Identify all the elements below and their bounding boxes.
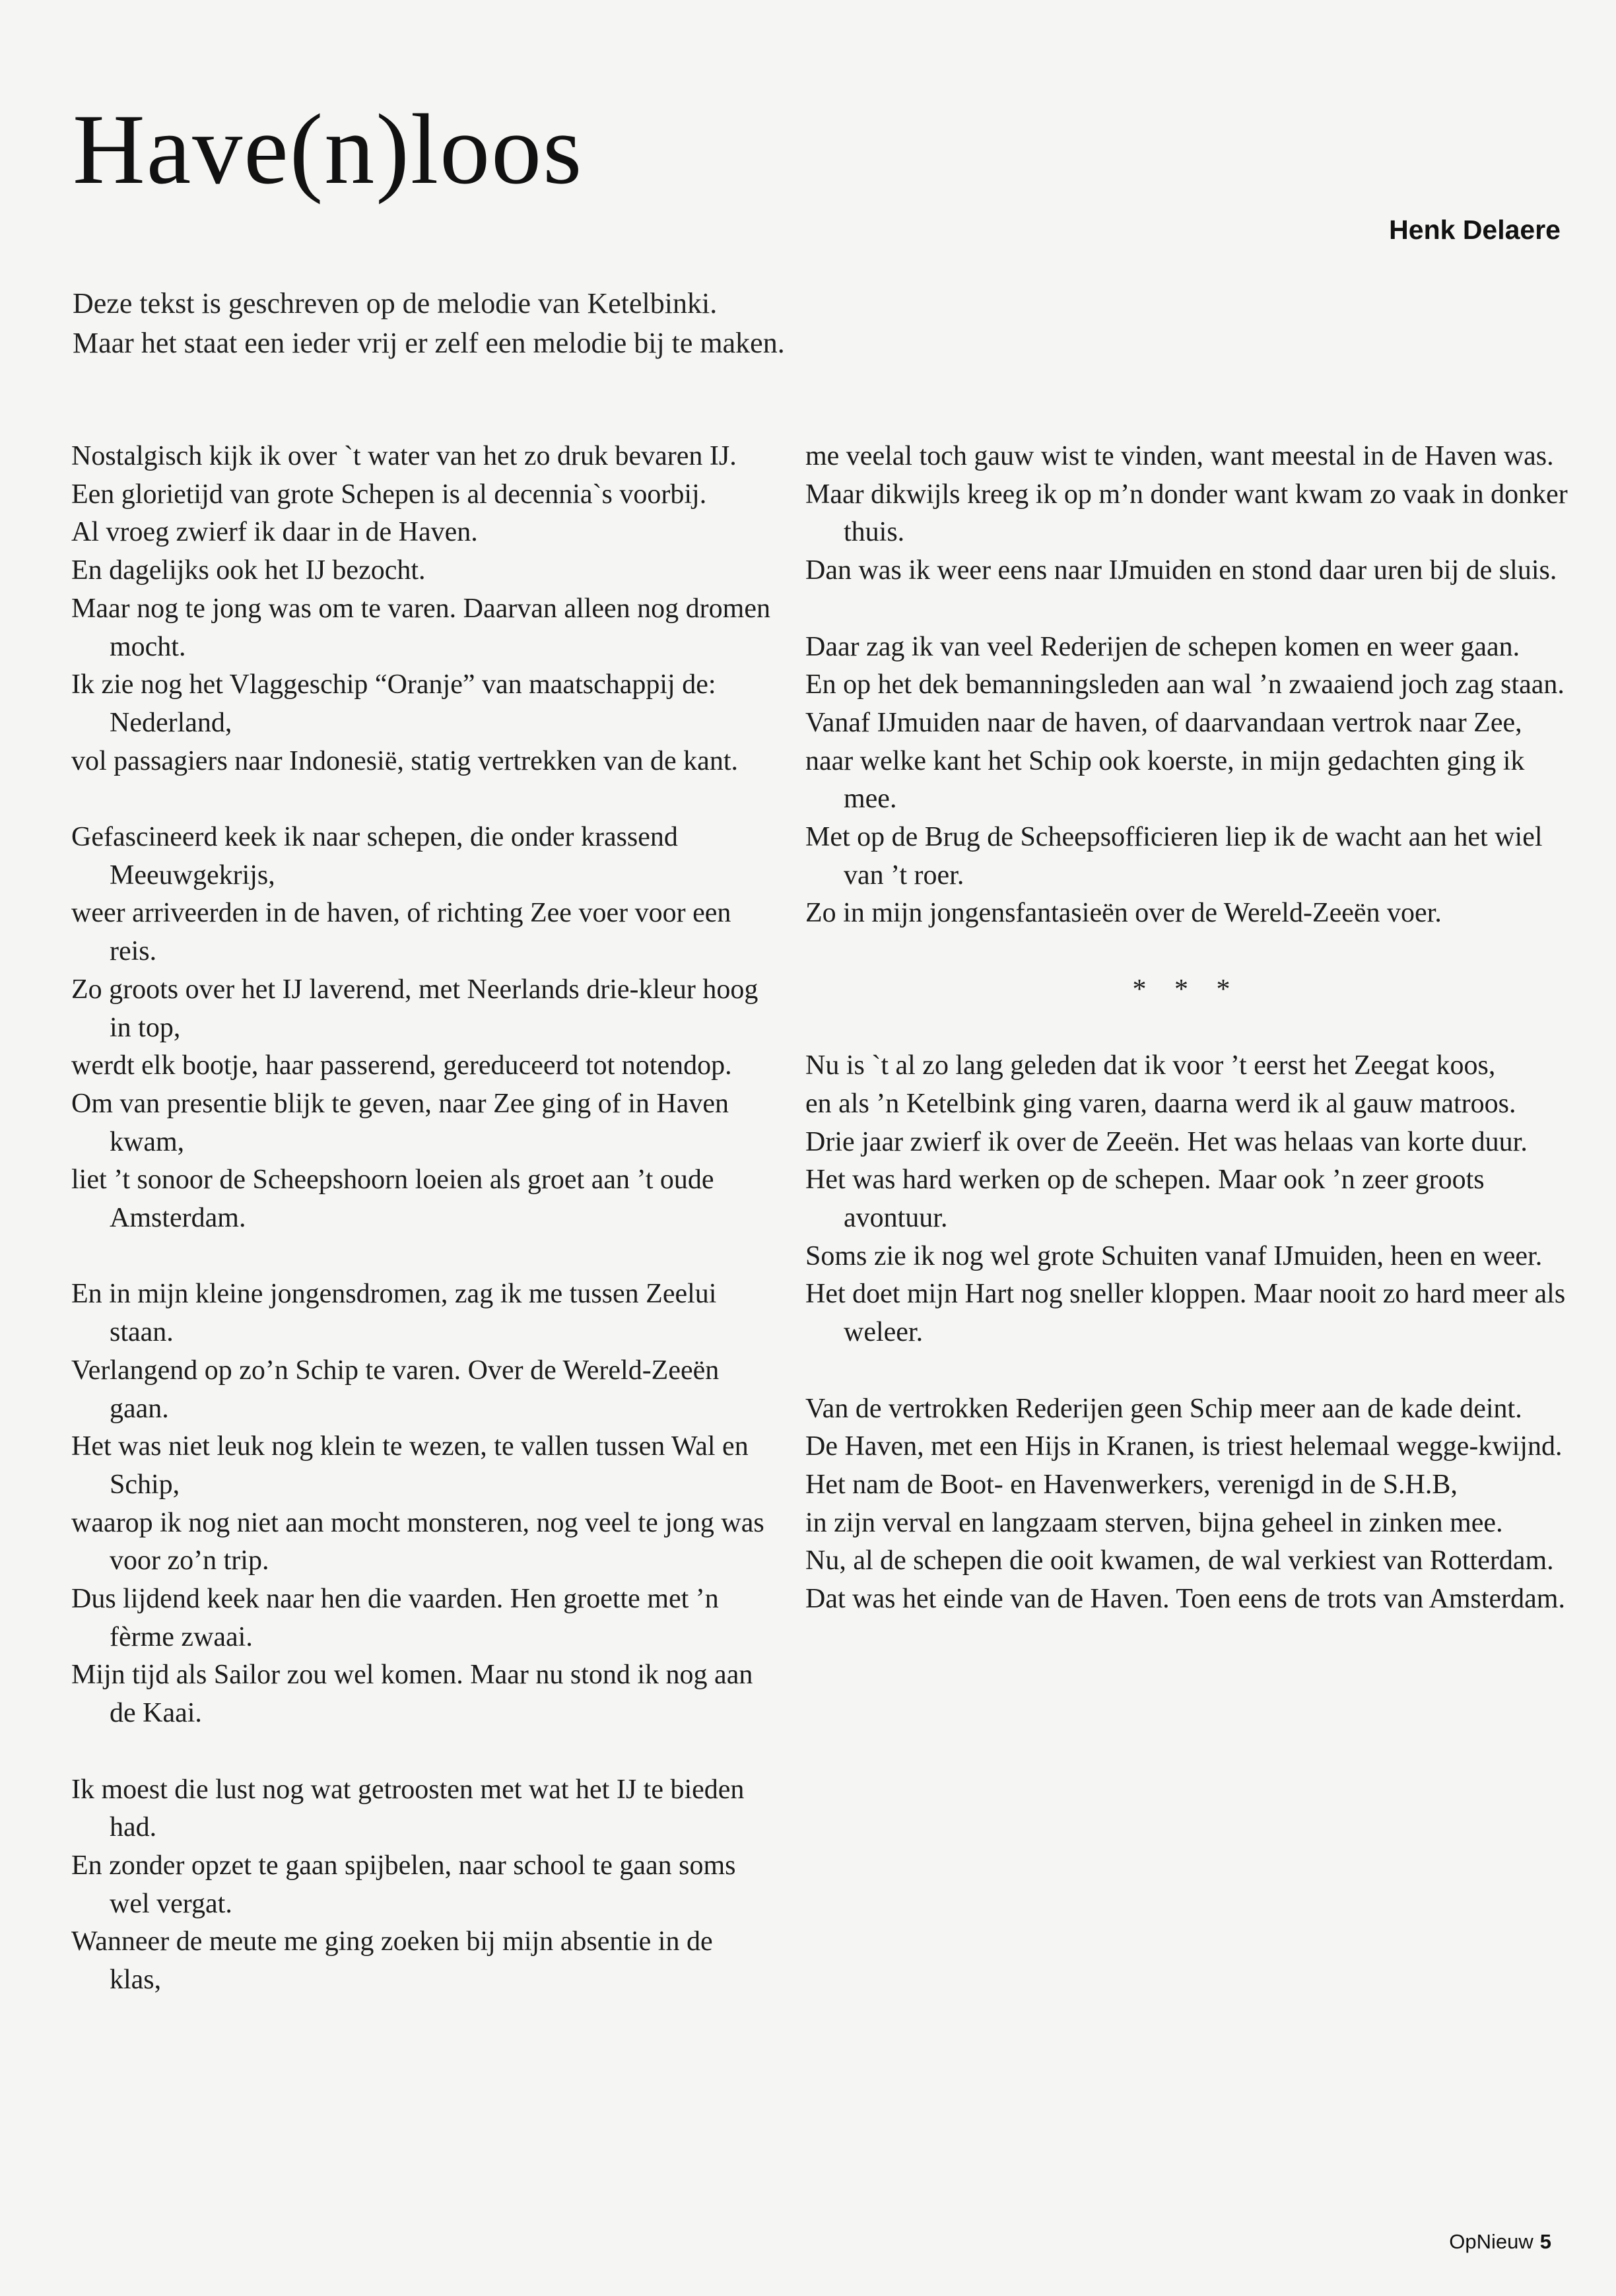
poem-line: in zijn verval en langzaam sterven, bijna geheel in zinken mee. [805, 1507, 1503, 1538]
poem-line: Mijn tijd als Sailor zou wel komen. Maar nu stond ik nog aan de Kaai. [71, 1660, 753, 1729]
poem-line: Het nam de Boot- en Havenwerkers, verenigd in de S.H.B, [805, 1469, 1458, 1500]
magazine-name: OpNieuw [1449, 2230, 1533, 2253]
poem-line: Maar nog te jong was om te varen. Daarvan alleen nog dromen mocht. [71, 593, 770, 662]
poem-line: liet ’t sonoor de Scheepshoorn loeien als groet aan ’t oude Amsterdam. [71, 1165, 714, 1234]
poem-line: Dan was ik weer eens naar IJmuiden en stond daar uren bij de sluis. [805, 555, 1557, 586]
page-footer [1449, 2230, 1551, 2254]
poem-line: Nu is `t al zo lang geleden dat ik voor ’t eerst het Zeegat koos, [805, 1050, 1496, 1081]
stanza-gap [805, 933, 1568, 971]
page-title: Have(n)loos [73, 94, 584, 205]
poem-line: Drie jaar zwierf ik over de Zeeën. Het was helaas van korte duur. [805, 1126, 1528, 1157]
poem-line: Dus lijdend keek naar hen die vaarden. Hen groette met ’n fèrme zwaai. [71, 1584, 719, 1652]
poem-line: En zonder opzet te gaan spijbelen, naar school te gaan soms wel vergat. [71, 1850, 736, 1919]
poem-line: Nostalgisch kijk ik over `t water van het zo druk bevaren IJ. [71, 441, 737, 471]
stanza-gap [805, 1352, 1568, 1390]
poem-line: me veelal toch gauw wist te vinden, want meestal in de Haven was. [805, 441, 1554, 471]
intro-text [73, 284, 1195, 363]
poem-line: Maar dikwijls kreeg ik op m’n donder want kwam zo vaak in donker thuis. [805, 479, 1568, 548]
stanza-gap [805, 1009, 1568, 1048]
poem-left-column [71, 438, 771, 2000]
poem-line: En dagelijks ook het IJ bezocht. [71, 555, 426, 586]
poem-line: vol passagiers naar Indonesië, statig vertrekken van de kant. [71, 745, 738, 776]
poem-line: Vanaf IJmuiden naar de haven, of daarvandaan vertrok naar Zee, [805, 707, 1522, 738]
author-name: Henk Delaere [1389, 215, 1561, 245]
poem-line: Gefascineerd keek ik naar schepen, die onder krassend Meeuwgekrijs, [71, 822, 678, 891]
poem-line: Nu, al de schepen die ooit kwamen, de wal verkiest van Rotterdam. [805, 1545, 1554, 1576]
section-divider: * * * [1132, 974, 1241, 1005]
poem-line: Ik zie nog het Vlaggeschip “Oranje” van maatschappij de: Nederland, [71, 669, 716, 738]
poem-line: Het was niet leuk nog klein te wezen, te vallen tussen Wal en Schip, [71, 1431, 749, 1500]
poem-line: en als ’n Ketelbink ging varen, daarna werd ik al gauw matroos. [805, 1088, 1516, 1119]
stanza-gap [71, 780, 771, 819]
intro-line: Deze tekst is geschreven op de melodie van Ketelbinki. [73, 287, 718, 320]
poem-right-column [805, 438, 1568, 1619]
stanza-gap [71, 1733, 771, 1771]
poem-line: Het was hard werken op de schepen. Maar ook ’n zeer groots avontuur. [805, 1165, 1485, 1234]
stanza-gap [805, 590, 1568, 628]
poem-line: Het doet mijn Hart nog sneller kloppen. Maar nooit zo hard meer als weleer. [805, 1279, 1566, 1348]
page-number: 5 [1539, 2230, 1551, 2253]
poem-line: En in mijn kleine jongensdromen, zag ik me tussen Zeelui staan. [71, 1279, 717, 1348]
poem-line: Soms zie ik nog wel grote Schuiten vanaf IJmuiden, heen en weer. [805, 1240, 1543, 1271]
poem-line: Zo groots over het IJ laverend, met Neerlands drie-kleur hoog in top, [71, 974, 758, 1043]
poem-line: En op het dek bemanningsleden aan wal ’n zwaaiend joch zag staan. [805, 669, 1565, 700]
intro-line: Maar het staat een ieder vrij er zelf een melodie bij te maken. [73, 327, 785, 359]
poem-line: naar welke kant het Schip ook koerste, in mijn gedachten ging ik mee. [805, 745, 1525, 815]
poem-line: werdt elk bootje, haar passerend, gereduceerd tot notendop. [71, 1050, 732, 1081]
poem-line: Van de vertrokken Rederijen geen Schip meer aan de kade deint. [805, 1393, 1522, 1424]
poem-line: Om van presentie blijk te geven, naar Zee ging of in Haven kwam, [71, 1088, 729, 1157]
poem-line: Wanneer de meute me ging zoeken bij mijn absentie in de klas, [71, 1926, 713, 1996]
poem-line: De Haven, met een Hijs in Kranen, is triest helemaal wegge-kwijnd. [805, 1431, 1563, 1462]
poem-line: weer arriveerden in de haven, of richting Zee voer voor een reis. [71, 898, 731, 967]
poem-line: Ik moest die lust nog wat getroosten met wat het IJ te bieden had. [71, 1774, 745, 1843]
poem-line: waarop ik nog niet aan mocht monsteren, nog veel te jong was voor zo’n trip. [71, 1507, 764, 1576]
poem-line: Een glorietijd van grote Schepen is al decennia`s voorbij. [71, 479, 707, 510]
poem-line: Daar zag ik van veel Rederijen de schepen komen en weer gaan. [805, 631, 1520, 662]
poem-line: Zo in mijn jongensfantasieën over de Wereld-Zeeën voer. [805, 898, 1442, 929]
stanza-gap [71, 1238, 771, 1276]
poem-line: Dat was het einde van de Haven. Toen eens de trots van Amsterdam. [805, 1584, 1565, 1615]
poem-line: Verlangend op zo’n Schip te varen. Over de Wereld-Zeeën gaan. [71, 1355, 720, 1424]
poem-line: Al vroeg zwierf ik daar in de Haven. [71, 517, 478, 548]
poem-line: Met op de Brug de Scheepsofficieren liep ik de wacht aan het wiel van ’t roer. [805, 822, 1543, 891]
